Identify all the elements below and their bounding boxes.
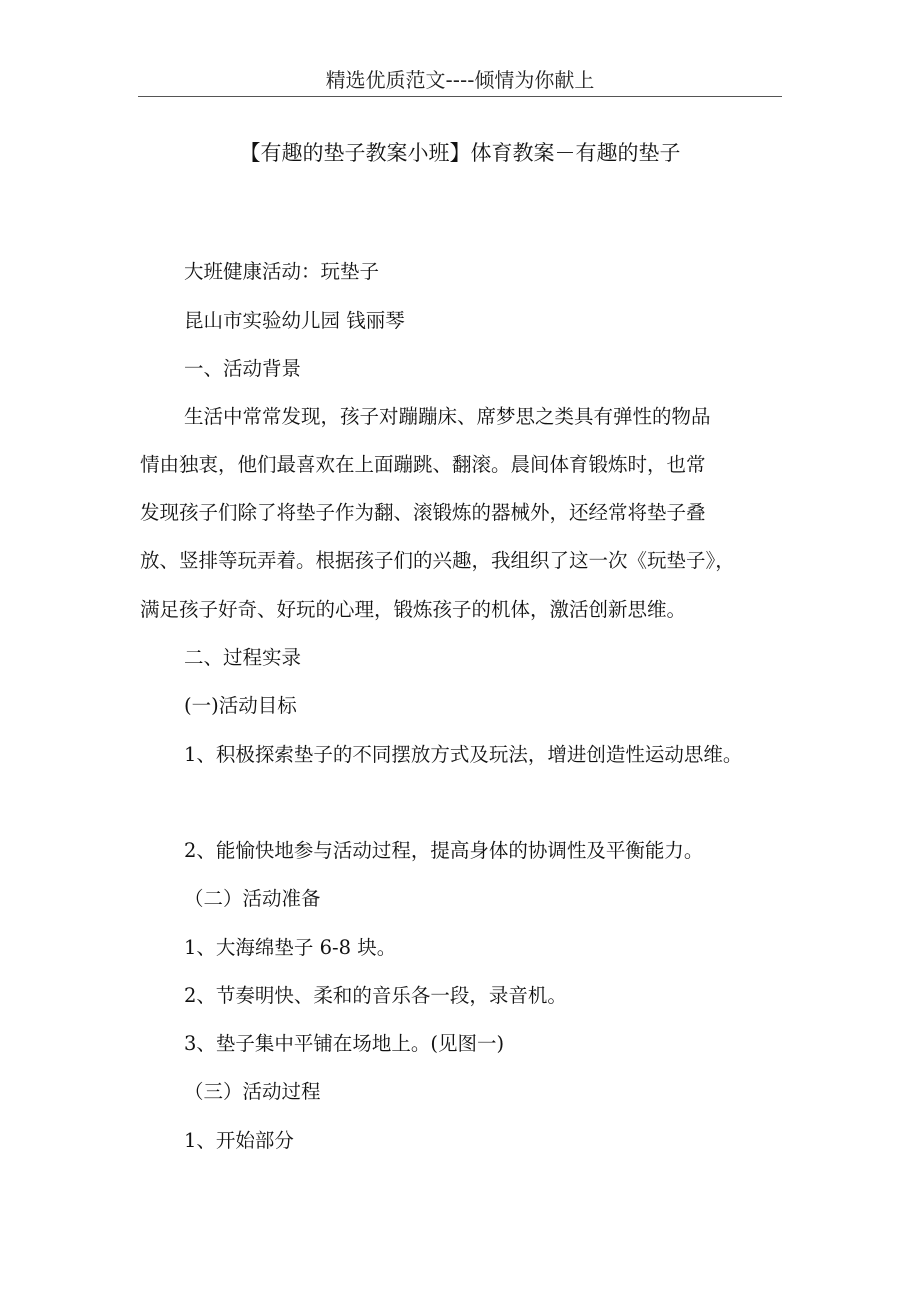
preparation-item: 3、垫子集中平铺在场地上。(见图一) — [184, 1032, 505, 1055]
section-heading-background: 一、活动背景 — [184, 357, 302, 380]
paragraph-line: 放、竖排等玩弄着。根据孩子们的兴趣，我组织了这一次《玩垫子》， — [140, 549, 735, 572]
subheading-preparation: （二）活动准备 — [184, 887, 321, 910]
paragraph-line: 生活中常常发现，孩子对蹦蹦床、席梦思之类具有弹性的物品 — [184, 405, 711, 428]
paragraph-line: 发现孩子们除了将垫子作为翻、滚锻炼的器械外，还经常将垫子叠 — [140, 501, 706, 524]
section-heading-process: 二、过程实录 — [184, 646, 302, 669]
document-title: 【有趣的垫子教案小班】体育教案－有趣的垫子 — [239, 141, 681, 165]
goal-item: 2、能愉快地参与活动过程，提高身体的协调性及平衡能力。 — [184, 839, 704, 862]
author-line: 昆山市实验幼儿园 钱丽琴 — [184, 309, 405, 332]
header-divider — [138, 96, 782, 97]
page-header: 精选优质范文----倾情为你献上 — [325, 68, 595, 92]
paragraph-line: 情由独衷，他们最喜欢在上面蹦跳、翻滚。晨间体育锻炼时，也常 — [140, 453, 706, 476]
paragraph-line: 满足孩子好奇、好玩的心理，锻炼孩子的机体，激活创新思维。 — [140, 598, 687, 621]
preparation-item: 1、大海绵垫子 6-8 块。 — [184, 936, 397, 959]
activity-name: 大班健康活动：玩垫子 — [184, 260, 380, 283]
procedure-item: 1、开始部分 — [184, 1129, 294, 1152]
subheading-goals: (一)活动目标 — [184, 694, 297, 717]
subheading-procedure: （三）活动过程 — [184, 1080, 321, 1103]
goal-item: 1、积极探索垫子的不同摆放方式及玩法，增进创造性运动思维。 — [184, 743, 743, 766]
preparation-item: 2、节奏明快、柔和的音乐各一段，录音机。 — [184, 984, 567, 1007]
